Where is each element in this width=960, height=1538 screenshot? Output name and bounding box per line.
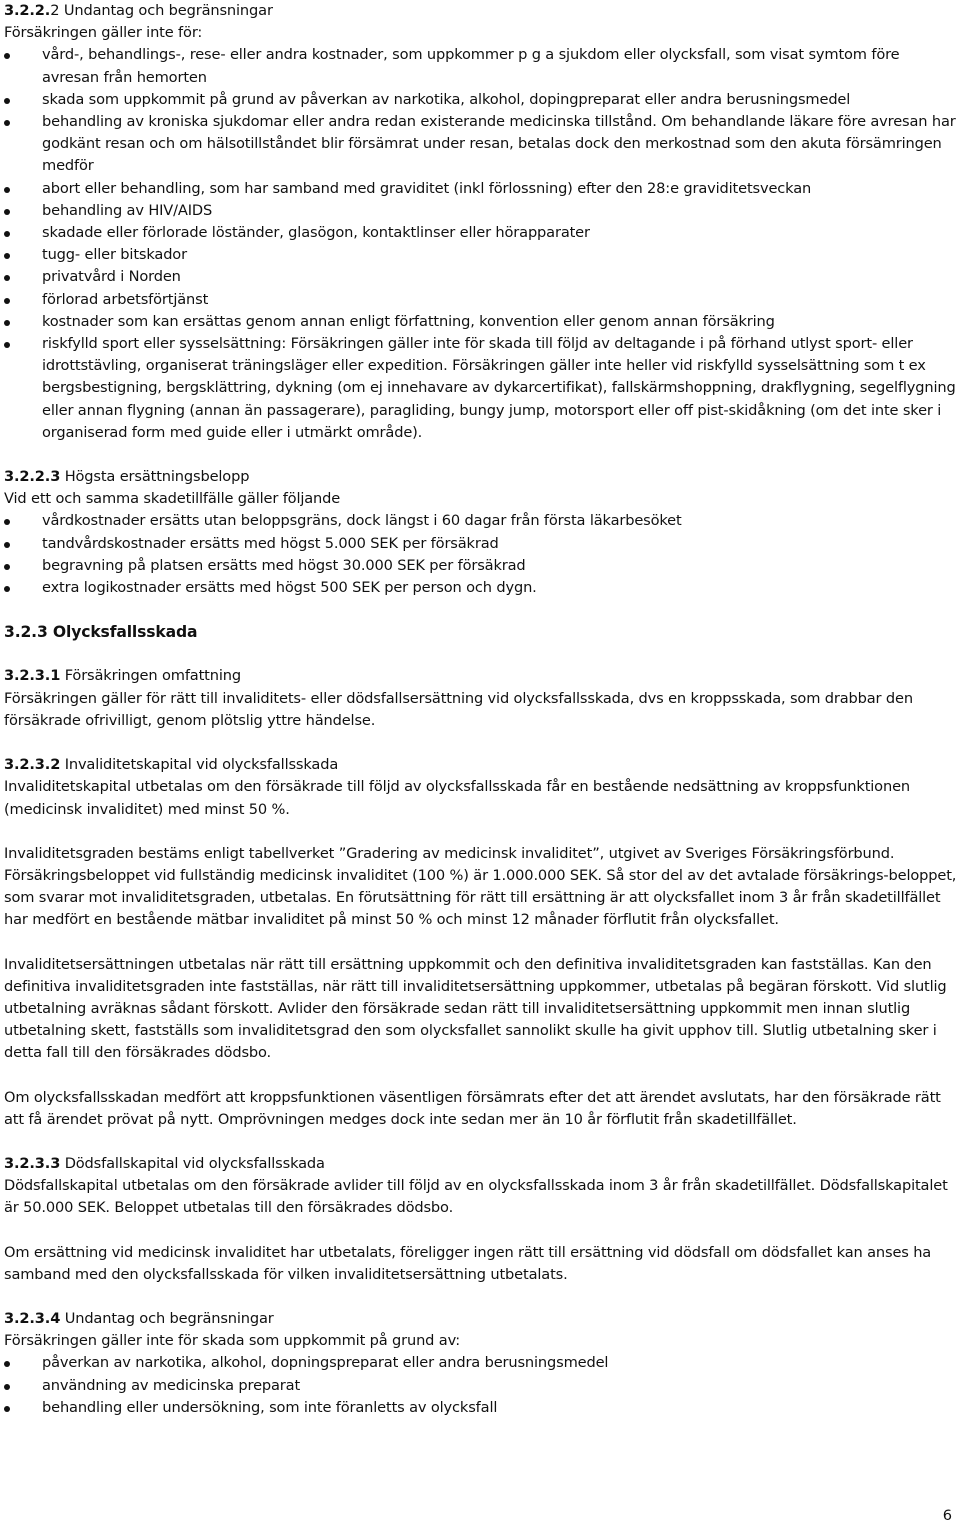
section-title: Invaliditetskapital vid olycksfallsskada	[60, 756, 339, 774]
bullet-icon	[4, 253, 10, 259]
section-3-2-2-2	[4, 0, 958, 444]
section-title: Undantag och begränsningar	[60, 1309, 274, 1327]
list-item-text: behandling av kroniska sjukdomar eller andra redan existerande medicinska tillstånd. Om behandlande läkare före avresan har godkänt resan och om hälsotillståndet blir försämrat under resan, betalas dock den merkostnad som den akuta försämringen medför	[42, 113, 956, 175]
section-heading	[4, 0, 958, 22]
bullet-icon	[4, 1384, 10, 1390]
section-heading-olycksfallsskada: 3.2.3 Olycksfallsskada	[4, 623, 198, 642]
paragraph: Invaliditetsgraden bestäms enligt tabellverket ”Gradering av medicinsk invaliditet”, utgivet av Sveriges Försäkringsförbund. Försäkringsbeloppet vid fullständig medicinsk invaliditet (100 %) är 1.000.000 SEK. Så stor del av det avtalade försäkrings-beloppet, som svarar mot invaliditetsgraden, utbetalas. En förutsättning för rätt till ersättning är att olycksfallet inom 3 år från skadetillfället har medfört en bestående mätbar invaliditet på minst 50 % och minst 12 månader förflutit från olycksfallet.	[4, 844, 957, 929]
paragraph: Om olycksfallsskadan medfört att kroppsfunktionen väsentligen försämrats efter det att ärendet avslutats, har den försäkrade rätt att få ärendet prövat på nytt. Omprövningen medges dock inte sedan mer än 10 år förflutit från skadetillfället.	[4, 1088, 941, 1128]
section-3-2-2-3	[4, 466, 958, 599]
list-item	[4, 44, 958, 88]
bullet-icon	[4, 275, 10, 281]
list-item	[4, 89, 958, 111]
page-number: 6	[942, 1507, 952, 1524]
list-item	[4, 244, 958, 266]
compensation-list	[4, 510, 958, 599]
list-item-text: riskfylld sport eller sysselsättning: Försäkringen gäller inte för skada till följd av deltagande i på förhand utlyst sport- eller idrottstävling, organiserat träningsläger eller expedition. Försäkringen gäller inte heller vid riskfylld sysselsättning som t ex bergsbestigning, bergsklättring, dykning (om ej innehavare av dykarcertifikat), fallskärmshoppning, drakflygning, segelflygning eller annan flygning (annan än passagerare), paragliding, bungy jump, motorsport eller off pist-skidåkning (om det inte sker i organiserad form med guide eller i utmärkt område).	[42, 335, 956, 441]
section-number: 3.2.3.2	[4, 756, 61, 774]
bullet-icon	[4, 542, 10, 548]
section-title: Försäkringen omfattning	[60, 667, 241, 685]
list-item	[4, 533, 958, 555]
list-item-text: vård-, behandlings-, rese- eller andra kostnader, som uppkommer p g a sjukdom eller olycksfall, som visat symtom före avresan från hemorten	[42, 46, 900, 86]
paragraph: Invaliditetskapital utbetalas om den försäkrade till följd av olycksfallsskada får en bestående nedsättning av kroppsfunktionen (medicinsk invaliditet) med minst 50 %.	[4, 778, 910, 818]
bullet-icon	[4, 53, 10, 59]
section-intro: Försäkringen gäller inte för:	[4, 24, 203, 42]
paragraph: Försäkringen gäller för rätt till invaliditets- eller dödsfallsersättning vid olycksfallsskada, dvs en kroppsskada, som drabbar den försäkrade ofrivilligt, genom plötslig yttre händelse.	[4, 689, 913, 729]
list-item	[4, 577, 958, 599]
section-number: 3.2.2.3	[4, 468, 61, 486]
bullet-icon	[4, 1361, 10, 1367]
list-item-text: påverkan av narkotika, alkohol, dopningspreparat eller andra berusningsmedel	[42, 1354, 609, 1372]
list-item-text: förlorad arbetsförtjänst	[42, 290, 209, 308]
bullet-icon	[4, 342, 10, 348]
section-number-suffix: 2	[50, 2, 60, 19]
list-item-text: kostnader som kan ersättas genom annan enligt författning, konvention eller genom annan försäkring	[42, 312, 775, 330]
list-item	[4, 200, 958, 222]
list-item-text: privatvård i Norden	[42, 268, 181, 286]
list-item	[4, 289, 958, 311]
list-item	[4, 111, 958, 178]
section-number: 3.2.3.3	[4, 1154, 61, 1172]
bullet-icon	[4, 320, 10, 326]
list-item	[4, 1397, 958, 1419]
bullet-icon	[4, 209, 10, 215]
list-item-text: extra logikostnader ersätts med högst 500 SEK per person och dygn.	[42, 579, 537, 597]
bullet-icon	[4, 586, 10, 592]
list-item-text: skada som uppkommit på grund av påverkan av narkotika, alkohol, dopingpreparat eller andra berusningsmedel	[42, 90, 851, 108]
list-item-text: begravning på platsen ersätts med högst 30.000 SEK per försäkrad	[42, 556, 526, 574]
paragraph: Dödsfallskapital utbetalas om den försäkrade avlider till följd av en olycksfallsskada inom 3 år från skadetillfället. Dödsfallskapitalet är 50.000 SEK. Beloppet utbetalas till den försäkrades dödsbo.	[4, 1177, 948, 1217]
list-item-text: behandling av HIV/AIDS	[42, 201, 213, 219]
list-item	[4, 178, 958, 200]
section-number: 3.2.3.4	[4, 1309, 61, 1327]
section-heading	[4, 1308, 958, 1330]
list-item-text: användning av medicinska preparat	[42, 1376, 301, 1394]
section-heading	[4, 754, 958, 776]
section-intro: Vid ett och samma skadetillfälle gäller följande	[4, 490, 341, 508]
exclusion-list	[4, 44, 958, 444]
list-item-text: vårdkostnader ersätts utan beloppsgräns, dock längst i 60 dagar från första läkarbesöket	[42, 512, 682, 530]
paragraph: Om ersättning vid medicinsk invaliditet har utbetalats, föreligger ingen rätt till ersättning vid dödsfall om dödsfallet kan anses ha samband med den olycksfallsskada för vilken invaliditetsersättning utbetalats.	[4, 1243, 932, 1283]
bullet-icon	[4, 564, 10, 570]
paragraph: Invaliditetsersättningen utbetalas när rätt till ersättning uppkommit och den definitiva invaliditetsgraden kan fastställas. Kan den definitiva invaliditetsgraden inte fastställas, när rätt till invaliditetsersättning uppkommer, utbetalas på begäran förskott. Vid slutlig utbetalning avräknas sådant förskott. Avlider den försäkrade sedan rätt till invaliditetsersättning uppkommit men innan slutlig utbetalning skett, fastställs som invaliditetsgrad den som olycksfallet sannolikt skulle ha givit upphov till. Slutlig utbetalning sker i detta fall till den försäkrades dödsbo.	[4, 955, 947, 1062]
section-heading	[4, 466, 958, 488]
bullet-icon	[4, 98, 10, 104]
section-intro: Försäkringen gäller inte för skada som uppkommit på grund av:	[4, 1332, 461, 1350]
list-item	[4, 311, 958, 333]
list-item-text: tugg- eller bitskador	[42, 246, 187, 264]
section-3-2-3-1	[4, 665, 958, 732]
bullet-icon	[4, 231, 10, 237]
bullet-icon	[4, 298, 10, 304]
section-heading	[4, 1153, 958, 1175]
list-item-text: abort eller behandling, som har samband med graviditet (inkl förlossning) efter den 28:e graviditetsveckan	[42, 179, 812, 197]
bullet-icon	[4, 120, 10, 126]
exclusion-list	[4, 1352, 958, 1419]
list-item	[4, 333, 958, 444]
document-page	[4, 0, 958, 1419]
bullet-icon	[4, 187, 10, 193]
section-3-2-3-3	[4, 1153, 958, 1286]
bullet-icon	[4, 1406, 10, 1412]
list-item	[4, 555, 958, 577]
section-3-2-3-4	[4, 1308, 958, 1419]
section-number: 3.2.2.	[4, 2, 51, 19]
list-item-text: tandvårdskostnader ersätts med högst 5.000 SEK per försäkrad	[42, 534, 499, 552]
list-item-text: skadade eller förlorade löständer, glasögon, kontaktlinser eller hörapparater	[42, 224, 590, 242]
list-item	[4, 1375, 958, 1397]
section-title: Högsta ersättningsbelopp	[60, 468, 250, 486]
section-title: Dödsfallskapital vid olycksfallsskada	[60, 1154, 325, 1172]
list-item	[4, 266, 958, 288]
list-item	[4, 222, 958, 244]
section-3-2-3-2	[4, 754, 958, 1131]
section-title: Undantag och begränsningar	[59, 2, 273, 19]
list-item	[4, 510, 958, 532]
list-item-text: behandling eller undersökning, som inte föranletts av olycksfall	[42, 1398, 498, 1416]
section-number: 3.2.3.1	[4, 667, 61, 685]
section-heading	[4, 665, 958, 687]
bullet-icon	[4, 519, 10, 525]
list-item	[4, 1352, 958, 1374]
